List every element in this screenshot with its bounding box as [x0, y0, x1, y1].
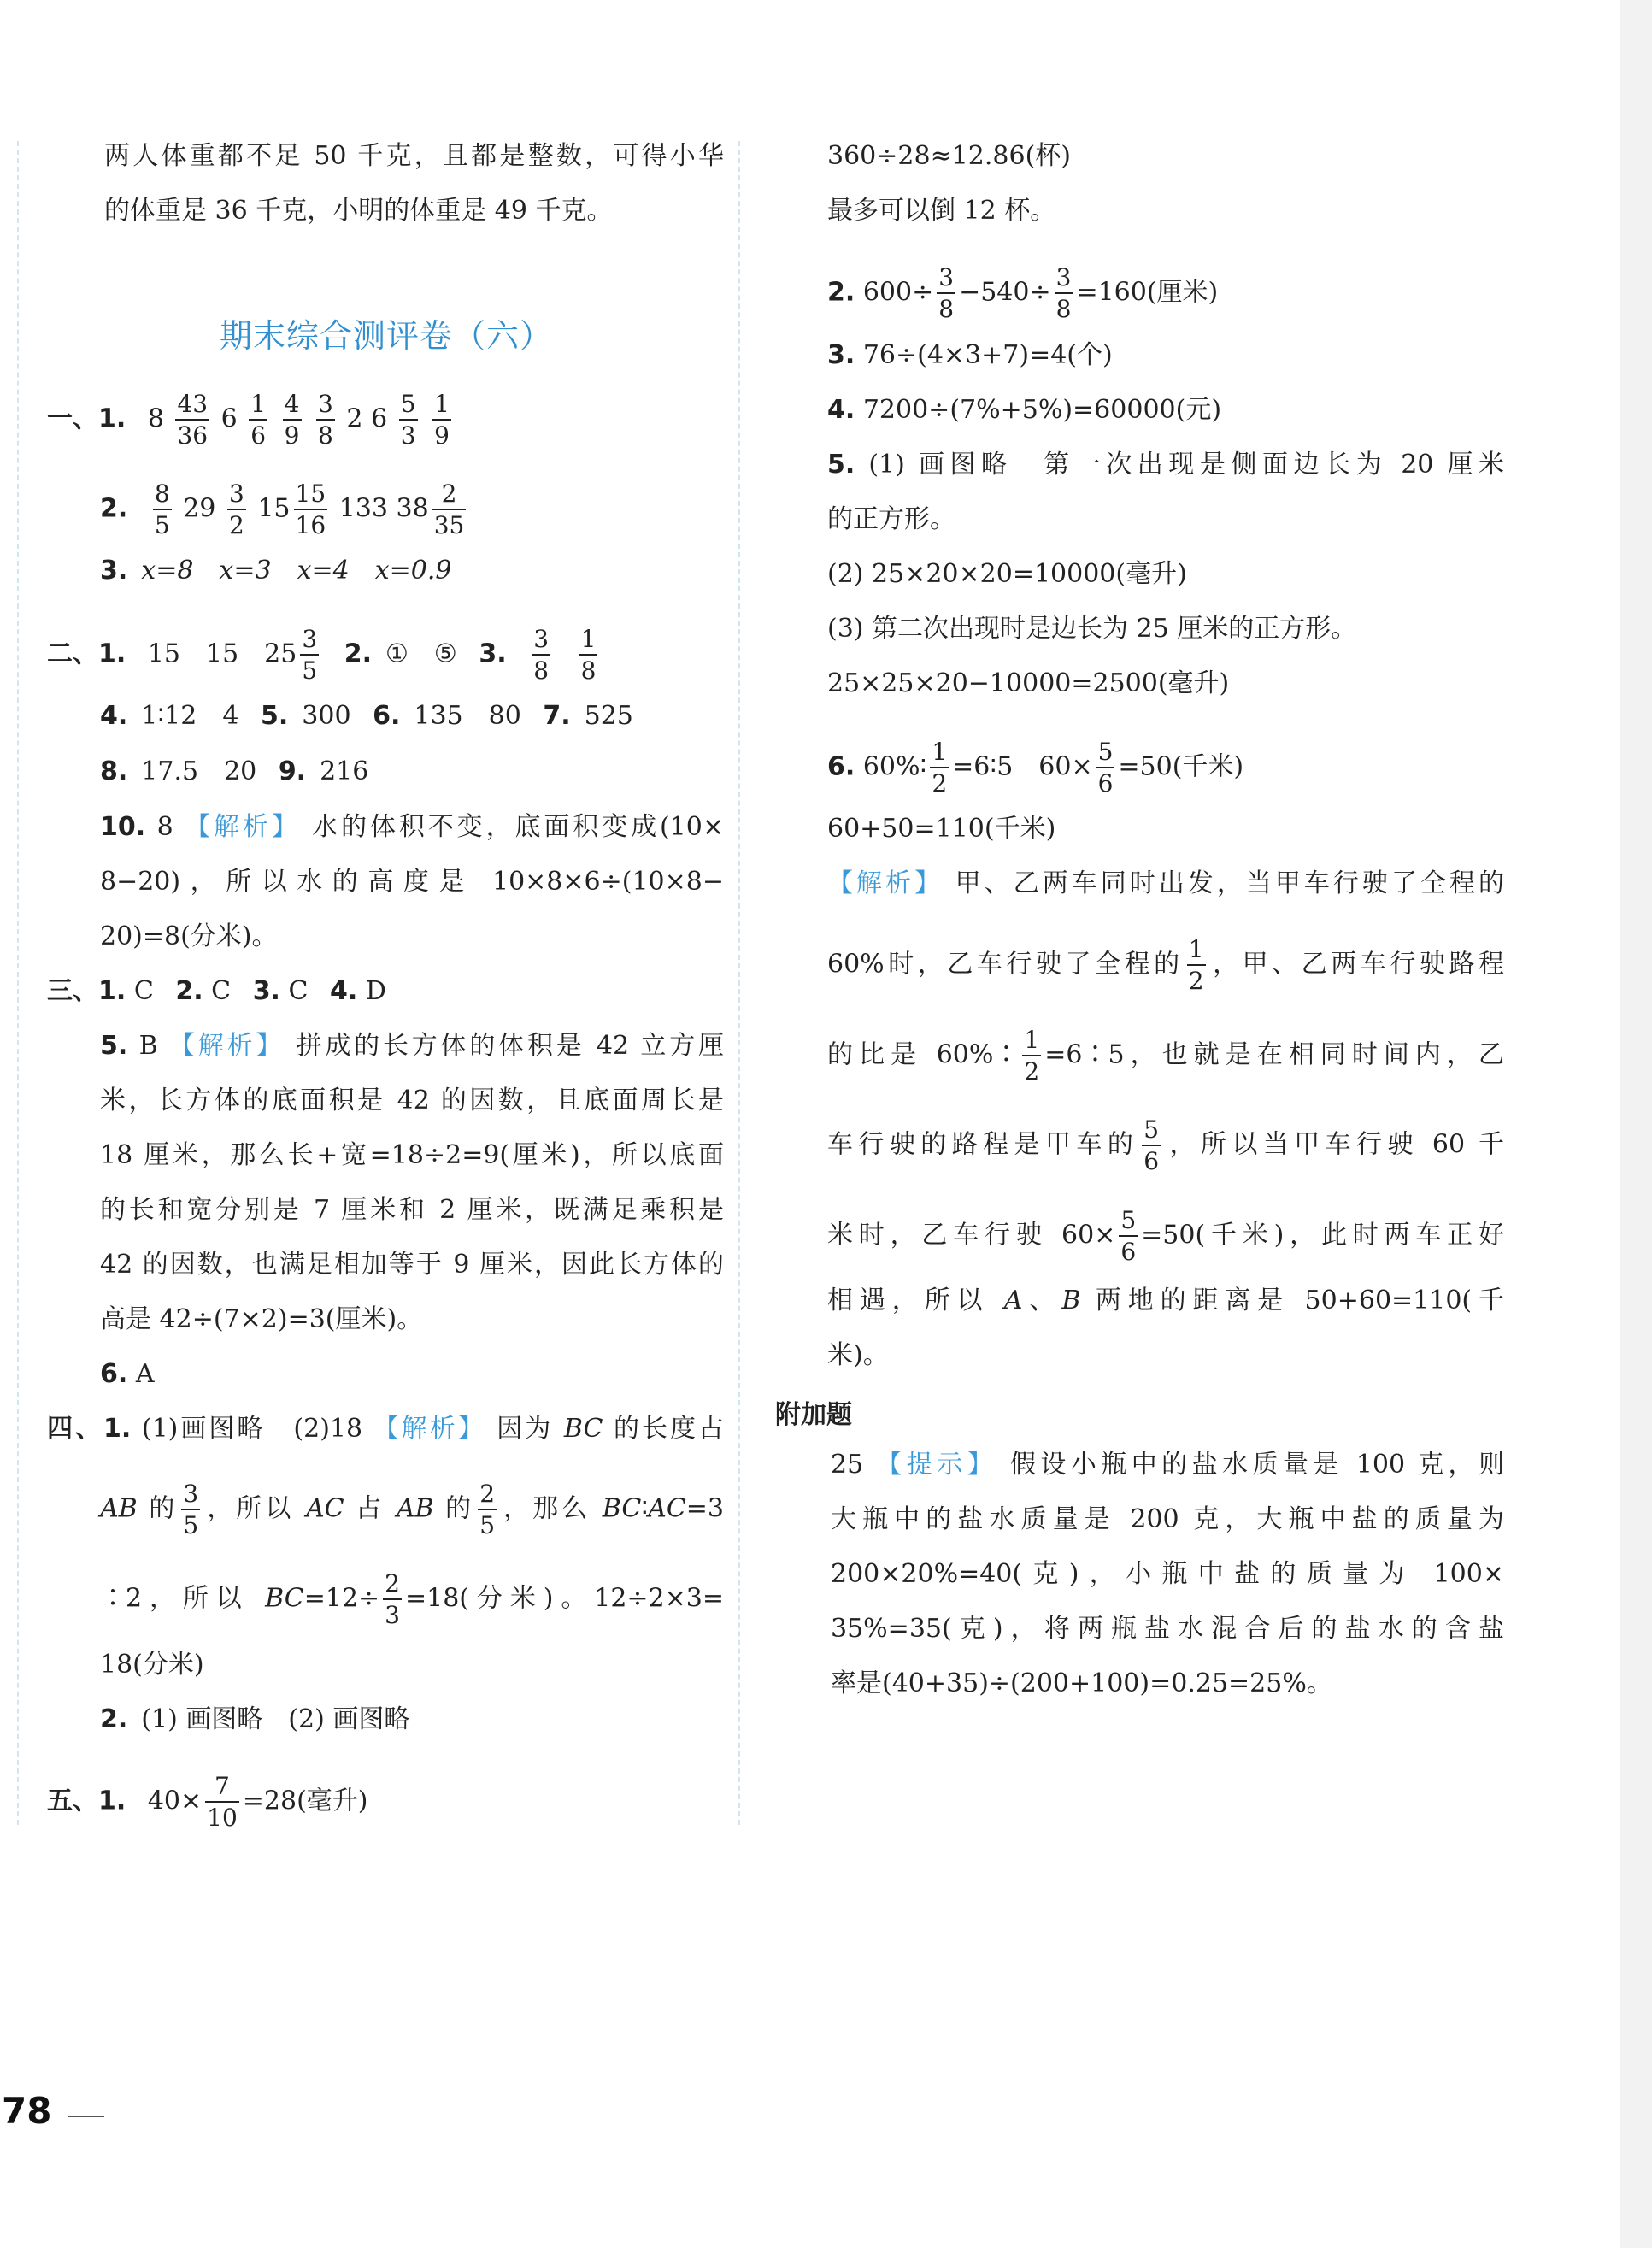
s3-n1: 1. — [98, 976, 126, 1006]
s3-label: 三、 — [47, 976, 98, 1006]
s2-line-1 — [47, 627, 601, 684]
r-q6-e6B: B — [1061, 1286, 1081, 1315]
denominator: 5 — [181, 1509, 200, 1538]
s2-q7-text: 525 — [584, 701, 633, 731]
s2-q10-line-3: 20)=8(分米)。 — [100, 921, 278, 951]
r-q6-exp-7: 米)。 — [827, 1340, 889, 1370]
s4-q1-l3b: =12÷ — [303, 1583, 380, 1614]
r-q6-line-1 — [827, 739, 1243, 797]
r-cont-1: 360÷28≈12.86(杯) — [827, 141, 1071, 171]
denominator: 10 — [205, 1801, 239, 1830]
r-q6-e6sep: 、 — [1022, 1286, 1062, 1315]
r-q2 — [827, 265, 1218, 322]
s2-q1-pre: 15 15 25 — [147, 639, 297, 669]
r-q4-text: 7200÷(7%+5%)=60000(元) — [862, 395, 1222, 425]
numerator: 43 — [177, 390, 209, 418]
numerator: 15 — [295, 480, 326, 508]
numerator: 4 — [284, 390, 300, 418]
r-q4-num: 4. — [827, 395, 855, 425]
s5-q1-post: =28(毫升) — [242, 1786, 368, 1816]
r-q6-exp-1 — [827, 867, 1504, 901]
extra-line-1 — [831, 1448, 1504, 1482]
r-q6-e3b: =6∶5，也就是在相同时间内，乙 — [1044, 1039, 1505, 1070]
s2-q2-text: ① ⑤ — [385, 639, 457, 669]
r-q6-line-2: 60+50=110(千米) — [827, 814, 1056, 844]
s4-q1-l3c: =18(分米)。12÷2×3= — [405, 1583, 724, 1614]
s3-n4: 4. — [330, 976, 358, 1006]
numerator: 5 — [400, 390, 416, 418]
denominator: 5 — [300, 654, 319, 683]
s4-q1-frac1 — [181, 1481, 200, 1539]
denominator: 8 — [316, 419, 335, 448]
s3-q6 — [100, 1357, 155, 1392]
numerator: 2 — [441, 480, 457, 508]
s1-q1 — [47, 391, 455, 449]
denominator: 9 — [432, 419, 451, 448]
r-q6-e4b: ，所以当甲车行驶 60 千 — [1164, 1129, 1504, 1160]
extra-line-2: 大瓶中的盐水质量是 200 克，大瓶中盐的质量为 — [831, 1504, 1504, 1534]
r-q5-l1: (1) 画图略 第一次出现是侧面边长为 20 厘米 — [868, 450, 1504, 480]
s4-q1-de: 的 — [149, 1493, 179, 1524]
extra-ans: 25 — [831, 1450, 864, 1480]
s1-q2-a2: 15 — [257, 493, 291, 524]
s2-q3-frac1 — [532, 627, 550, 684]
r-q6-exp-5 — [827, 1208, 1504, 1265]
s2-q2-num: 2. — [344, 639, 373, 669]
denominator: 6 — [1119, 1235, 1138, 1264]
s1-q2-frac2 — [227, 481, 246, 538]
s3-a1: C — [133, 976, 154, 1006]
denominator: 3 — [383, 1598, 402, 1627]
r-q5-num: 5. — [827, 450, 855, 480]
s2-line-2 — [100, 699, 633, 733]
r-q2-b: −540÷ — [959, 277, 1051, 308]
r-q2-frac1 — [937, 265, 955, 322]
s2-q9-num: 9. — [278, 756, 307, 786]
section-title: 期末综合测评卷（六） — [220, 317, 554, 355]
denominator: 2 — [930, 767, 949, 796]
s3-q6-num: 6. — [100, 1359, 128, 1389]
r-q6-e5-frac — [1119, 1208, 1138, 1265]
r-q6-num: 6. — [827, 751, 855, 782]
denominator: 6 — [1142, 1145, 1161, 1174]
analysis-tag: 【解析】 — [169, 1031, 285, 1061]
s1-q1-a2: 6 — [220, 403, 238, 434]
s4-q1-eq3: =3 — [685, 1493, 725, 1524]
s3-a3: C — [288, 976, 309, 1006]
s2-q1-num: 1. — [98, 639, 126, 669]
s1-q1-frac3 — [283, 391, 302, 449]
denominator: 2 — [1022, 1055, 1041, 1084]
s4-q1-ab2: AB — [396, 1493, 434, 1524]
r-q2-a: 600÷ — [862, 277, 934, 308]
s5-q1 — [47, 1774, 368, 1831]
s4-q2 — [100, 1703, 409, 1737]
s4-q1-l3a: ∶2，所以 — [100, 1583, 250, 1614]
s1-q1-a3: 2 — [346, 403, 363, 434]
s1-q1-frac5 — [399, 391, 418, 449]
s4-q1-bc3: BC — [265, 1583, 304, 1614]
r-q5-line-1 — [827, 448, 1504, 482]
r-q6-frac2 — [1096, 739, 1115, 797]
s3-q5-line-4: 的长和宽分别是 7 厘米和 2 厘米，既满足乘积是 — [100, 1195, 724, 1225]
s1-q3-text: x=8 x=3 x=4 x=0.9 — [141, 556, 452, 586]
s3-q5-line-2: 米，长方体的底面积是 42 的因数，且底面周长是 — [100, 1086, 724, 1115]
s1-q2 — [100, 481, 469, 538]
r-q6-e2a: 60%时，乙车行驶了全程的 — [827, 949, 1184, 980]
r-q6-e5a: 米时，乙车行驶 60× — [827, 1220, 1116, 1251]
r-q6-exp-4 — [827, 1117, 1504, 1174]
column-divider-dashed-line — [738, 141, 740, 1825]
s3-q5-line-3: 18 厘米，那么长+宽=18÷2=9(厘米)，所以底面 — [100, 1140, 724, 1170]
s4-q1-ac2: AC — [648, 1493, 686, 1524]
s2-q10-line-1 — [100, 810, 724, 844]
s4-q1-p2: 因为 — [497, 1414, 554, 1444]
r-q6-e6a: 相遇，所以 — [827, 1286, 990, 1315]
denominator: 16 — [294, 509, 328, 538]
extra-line-5: 率是(40+35)÷(200+100)=0.25=25%。 — [831, 1668, 1332, 1698]
carry-line-2: 的体重是 36 千克，小明的体重是 49 千克。 — [104, 196, 613, 226]
s4-q1-frac2 — [478, 1481, 497, 1539]
extra-line-4: 35%=35(克)，将两瓶盐水混合后的盐水的含盐 — [831, 1614, 1504, 1644]
r-q6-exp-2 — [827, 937, 1504, 994]
s2-q8-num: 8. — [100, 756, 128, 786]
s2-q10-num: 10. — [100, 812, 146, 842]
s4-q1-suo: ，所以 — [203, 1493, 295, 1524]
s2-q7-num: 7. — [543, 701, 571, 731]
analysis-tag: 【解析】 — [827, 868, 944, 898]
s2-q3-num: 3. — [479, 639, 507, 669]
denominator: 9 — [283, 419, 302, 448]
r-q6-c: =50(千米) — [1118, 751, 1244, 782]
s4-q1-bc: BC — [563, 1414, 603, 1444]
s1-q1-a4: 6 — [371, 403, 388, 434]
denominator: 3 — [399, 419, 418, 448]
s2-q6-text: 135 80 — [414, 701, 521, 731]
s1-q1-frac2 — [249, 391, 267, 449]
numerator: 7 — [215, 1772, 230, 1800]
page-number-rule — [68, 2116, 104, 2117]
s3-n2: 2. — [175, 976, 203, 1006]
r-q2-num: 2. — [827, 277, 855, 308]
s2-q6-num: 6. — [373, 701, 401, 731]
hint-tag: 【提示】 — [876, 1450, 997, 1480]
s1-q1-frac1 — [175, 391, 209, 449]
s3-line-1 — [47, 974, 386, 1009]
denominator: 8 — [532, 654, 550, 683]
page-edge-shadow — [1620, 0, 1652, 2248]
s4-q1-num: 1. — [103, 1414, 132, 1444]
s2-label: 二、 — [47, 639, 98, 669]
s1-q1-a1: 8 — [147, 403, 164, 434]
r-q6-e1: 甲、乙两车同时出发，当甲车行驶了全程的 — [955, 868, 1505, 898]
s4-q1-name: ，那么 — [500, 1493, 591, 1524]
r-q5-line-3: (2) 25×20×20=10000(毫升) — [827, 559, 1187, 589]
s1-q2-num: 2. — [100, 493, 128, 524]
s2-q1-frac — [300, 627, 319, 684]
r-q5-line-4: (3) 第二次出现时是边长为 25 厘米的正方形。 — [827, 614, 1357, 644]
s1-q2-a4: 38 — [396, 493, 429, 524]
denominator: 2 — [227, 509, 246, 538]
numerator: 1 — [1024, 1026, 1040, 1054]
r-q6-exp-6 — [827, 1284, 1504, 1318]
r-q6-e2-frac — [1187, 937, 1206, 994]
s1-q2-frac3 — [294, 481, 328, 538]
s2-q4-text: 1∶12 4 — [141, 701, 239, 731]
s1-q3 — [100, 554, 451, 588]
r-q6-e2b: ，甲、乙两车行驶路程 — [1208, 949, 1504, 980]
s3-q5-ans: B — [138, 1031, 158, 1061]
r-q2-c: =160(厘米) — [1076, 277, 1219, 308]
s1-q2-frac4 — [432, 481, 467, 538]
r-q6-b: =6∶5 60× — [952, 751, 1093, 782]
s4-q1-frac3 — [383, 1571, 402, 1628]
numerator: 5 — [1143, 1115, 1160, 1144]
s2-q10-ans: 8 — [156, 812, 173, 842]
denominator: 2 — [1187, 964, 1206, 993]
numerator: 3 — [318, 390, 333, 418]
numerator: 1 — [434, 390, 450, 418]
s4-q2-num: 2. — [100, 1704, 128, 1734]
numerator: 8 — [154, 480, 170, 508]
carry-line-1: 两人体重都不足 50 千克，且都是整数，可得小华 — [104, 141, 724, 171]
denominator: 6 — [249, 419, 267, 448]
denominator: 6 — [1096, 767, 1115, 796]
numerator: 1 — [1188, 935, 1204, 963]
s5-label: 五、 — [47, 1786, 98, 1816]
numerator: 3 — [228, 480, 244, 508]
s2-q5-text: 300 — [302, 701, 351, 731]
r-q5-line-5: 25×25×20−10000=2500(毫升) — [827, 668, 1230, 698]
s1-label: 一、 — [47, 403, 98, 434]
numerator: 5 — [1097, 738, 1114, 766]
s4-q1-zhan: 占 — [356, 1493, 385, 1524]
r-q3-num: 3. — [827, 340, 855, 370]
r-q6-e6A: A — [1003, 1286, 1023, 1315]
s5-q1-num: 1. — [98, 1786, 126, 1816]
denominator: 8 — [579, 654, 598, 683]
r-q6-exp-3 — [827, 1027, 1504, 1085]
s3-q5-line-1 — [100, 1029, 724, 1063]
numerator: 1 — [932, 738, 948, 766]
r-q6-a: 60%∶ — [862, 751, 927, 782]
s2-q3-frac2 — [579, 627, 598, 684]
extra-section-label: 附加题 — [775, 1400, 852, 1430]
denominator: 8 — [937, 292, 955, 321]
r-q6-e3-frac — [1022, 1027, 1041, 1085]
s4-q1-line-2 — [100, 1481, 724, 1539]
s4-q1-line-4: 18(分米) — [100, 1650, 204, 1680]
s4-label: 四、 — [47, 1414, 104, 1444]
s3-n3: 3. — [252, 976, 280, 1006]
s3-q5-l1: 拼成的长方体的体积是 42 立方厘 — [296, 1031, 724, 1061]
s2-q10-l1: 水的体积不变，底面积变成(10× — [312, 812, 724, 842]
s4-q1-bc2: BC — [602, 1493, 642, 1524]
r-q3 — [827, 338, 1113, 373]
s5-q1-pre: 40× — [147, 1786, 203, 1816]
s3-a4: D — [365, 976, 386, 1006]
s2-q8-text: 17.5 20 — [141, 756, 257, 786]
denominator: 5 — [478, 1509, 497, 1538]
analysis-tag: 【解析】 — [373, 1414, 486, 1444]
analysis-tag: 【解析】 — [185, 812, 301, 842]
numerator: 3 — [938, 263, 955, 291]
numerator: 3 — [183, 1480, 199, 1508]
numerator: 3 — [533, 625, 550, 653]
s4-q1-line-3 — [100, 1571, 724, 1628]
s1-q1-num: 1. — [98, 403, 126, 434]
s4-q1-p1: (1)画图略 (2)18 — [141, 1414, 363, 1444]
numerator: 2 — [479, 1480, 496, 1508]
r-q6-e4-frac — [1142, 1117, 1161, 1174]
s4-q1-p3: 的长度占 — [614, 1414, 725, 1444]
s1-q2-a1: 29 — [183, 493, 216, 524]
r-q6-e3a: 的比是 60%∶ — [827, 1039, 1020, 1070]
s5-q1-frac — [205, 1774, 239, 1831]
s1-q1-frac6 — [432, 391, 451, 449]
extra-line-3: 200×20%=40(克)，小瓶中盐的质量为 100× — [831, 1559, 1504, 1589]
s2-line-3 — [100, 755, 368, 789]
numerator: 3 — [302, 625, 318, 653]
numerator: 1 — [580, 625, 597, 653]
r-q6-e6b: 两地的距离是 50+60=110(千 — [1095, 1286, 1505, 1315]
page-number: 78 — [2, 2090, 52, 2132]
s1-q2-a3: 133 — [338, 493, 388, 524]
numerator: 3 — [1055, 263, 1072, 291]
s4-q1-de2: 的 — [445, 1493, 475, 1524]
r-q4 — [827, 393, 1221, 427]
numerator: 2 — [385, 1569, 400, 1598]
s1-q2-frac1 — [153, 481, 172, 538]
extra-l1: 假设小瓶中的盐水质量是 100 克，则 — [1009, 1450, 1504, 1480]
s1-q1-frac4 — [316, 391, 335, 449]
s4-q1-line-1 — [47, 1412, 724, 1446]
s4-q1-ab1: AB — [100, 1493, 138, 1524]
s1-q3-num: 3. — [100, 556, 128, 586]
r-q6-e5b: =50(千米)，此时两车正好 — [1141, 1220, 1504, 1251]
s3-q5-line-6: 高是 42÷(7×2)=3(厘米)。 — [100, 1304, 423, 1334]
numerator: 5 — [1120, 1206, 1137, 1234]
s4-q1-ac: AC — [305, 1493, 344, 1524]
denominator: 36 — [175, 419, 209, 448]
s2-q5-num: 5. — [260, 701, 289, 731]
r-q6-frac1 — [930, 739, 949, 797]
s3-q6-ans: A — [135, 1359, 155, 1389]
r-q6-e4a: 车行驶的路程是甲车的 — [827, 1129, 1139, 1160]
s3-q5-line-5: 42 的因数，也满足相加等于 9 厘米，因此长方体的 — [100, 1250, 724, 1280]
r-q2-frac2 — [1055, 265, 1073, 322]
s3-q5-num: 5. — [100, 1031, 128, 1061]
numerator: 1 — [250, 390, 267, 418]
r-q5-line-2: 的正方形。 — [827, 504, 955, 534]
s2-q10-line-2: 8−20)，所以水的高度是 10×8×6÷(10×8− — [100, 867, 724, 897]
r-cont-2: 最多可以倒 12 杯。 — [827, 196, 1056, 226]
denominator: 35 — [432, 509, 467, 538]
s2-q4-num: 4. — [100, 701, 128, 731]
r-q3-text: 76÷(4×3+7)=4(个) — [862, 340, 1113, 370]
s2-q9-text: 216 — [320, 756, 369, 786]
left-margin-dashed-line — [17, 141, 19, 1825]
denominator: 5 — [153, 509, 172, 538]
denominator: 8 — [1055, 292, 1073, 321]
s4-q1-ratio: ∶ — [641, 1493, 649, 1524]
s3-a2: C — [211, 976, 232, 1006]
s4-q2-text: (1) 画图略 (2) 画图略 — [141, 1704, 410, 1734]
